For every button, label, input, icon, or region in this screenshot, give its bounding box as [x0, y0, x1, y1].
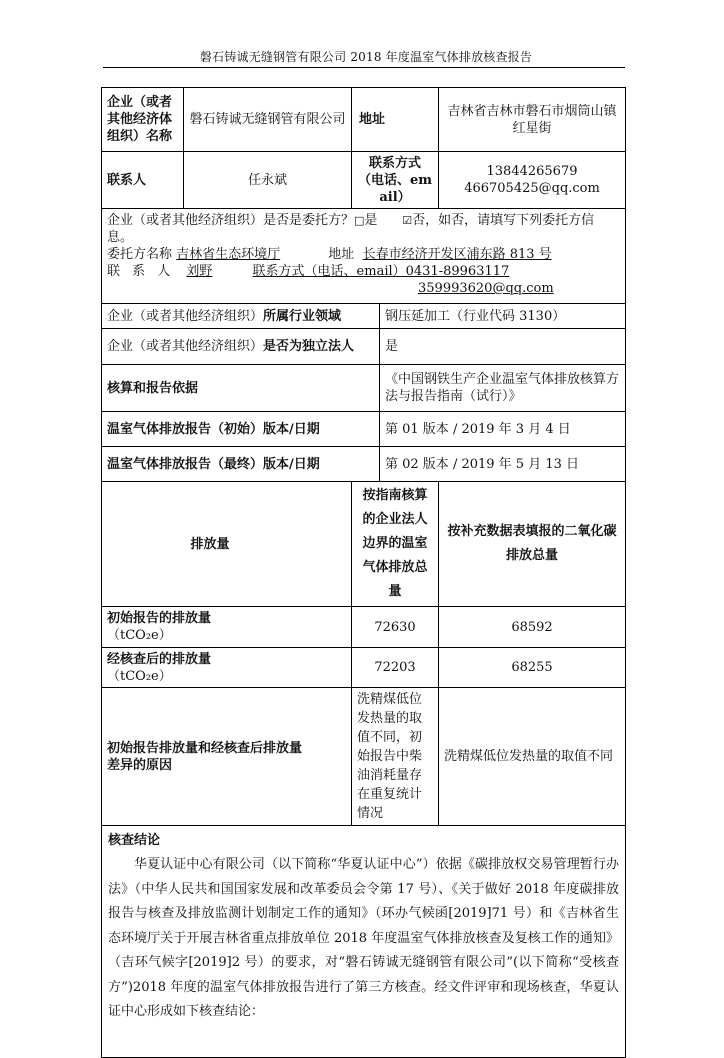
contact-method-value [439, 152, 626, 209]
client-email: 359993620@qq.com [418, 281, 554, 296]
legal-value: 是 [380, 329, 626, 365]
version-final-value: 第 02 版本 / 2019 年 5 月 13 日 [380, 447, 626, 482]
verified-emissions-col2: 68255 [439, 648, 626, 688]
client-phone: 0431-89963117 [405, 264, 510, 279]
org-address-label: 地址 [352, 88, 439, 152]
initial-emissions-label: 初始报告的排放量 （tCO₂e） [102, 607, 352, 648]
client-address-label: 地址 [328, 247, 355, 262]
initial-emissions-col2: 68592 [439, 607, 626, 648]
conclusion-title: 核查结论 [108, 833, 161, 848]
checkbox-yes-icon: □ [354, 214, 365, 227]
org-name-value: 磐石铸诚无缝钢管有限公司 [184, 88, 352, 152]
basis-label: 核算和报告依据 [102, 365, 380, 412]
page-header: 磐石铸诚无缝钢管有限公司 2018 年度温室气体排放核查报告 [199, 50, 533, 64]
version-initial-label: 温室气体排放报告（初始）版本/日期 [102, 412, 380, 447]
client-value: 吉林省生态环境厅 [176, 247, 281, 262]
client-person-label: 联 系 人 [107, 264, 175, 279]
contact-method-label: 联系方式（电话、email） [352, 152, 439, 209]
verified-emissions-label: 经核查后的排放量 （tCO₂e） [102, 648, 352, 688]
delegation-block [102, 209, 626, 304]
emissions-col2-header: 按补充数据表填报的二氧化碳排放总量 [439, 482, 626, 607]
industry-label: 企业（或者其他经济组织）所属行业领域 [102, 304, 380, 329]
difference-reason-label: 初始报告排放量和经核查后排放量差异的原因 [102, 688, 352, 826]
report-table [101, 87, 626, 1058]
difference-reason-col1: 洗精煤低位发热量的取值不同，初始报告中柴油消耗量存在重复统计情况 [352, 688, 439, 826]
version-initial-value: 第 01 版本 / 2019 年 3 月 4 日 [380, 412, 626, 447]
org-address-value: 吉林省吉林市磐石市烟筒山镇红星街 [439, 88, 626, 152]
client-contact-label: 联系方式（电话、email） [252, 264, 406, 279]
legal-label: 企业（或者其他经济组织）是否为独立法人 [102, 329, 380, 365]
conclusion-block [102, 826, 626, 1058]
client-row [107, 246, 620, 263]
emissions-col1-header: 按指南核算的企业法人边界的温室气体排放总量 [352, 482, 439, 607]
client-label: 委托方名称 [107, 247, 173, 262]
option-yes: 是 [364, 213, 378, 228]
checkbox-no-checked-icon: ☑ [402, 214, 413, 227]
difference-reason-col2: 洗精煤低位发热量的取值不同 [439, 688, 626, 826]
delegation-question: 企业（或者其他经济组织）是否是委托方？□是 ☑否，如否，请填写下列委托方信息。 [107, 213, 595, 245]
initial-emissions-col1: 72630 [352, 607, 439, 648]
contact-value: 任永斌 [184, 152, 352, 209]
client-person-value: 刘野 [186, 264, 213, 279]
industry-value: 钢压延加工（行业代码 3130） [380, 304, 626, 329]
org-name-label: 企业（或者其他经济体组织）名称 [102, 88, 184, 152]
client-address-value: 长春市经济开发区浦东路 813 号 [362, 247, 552, 262]
version-final-label: 温室气体排放报告（最终）版本/日期 [102, 447, 380, 482]
option-no-text: 否，如否，请填写下列委托方信息。 [107, 213, 595, 245]
conclusion-paragraph: 华夏认证中心有限公司（以下简称“华夏认证中心”）依据《碳排放权交易管理暂行办法》（中华人民共和国国家发展和改革委员会令第 17 号）、《关于做好 2018 年度碳排放报告与核查及排放监测计划制定工作的通知》（环办气候函[2019]71 号）和《吉林省生态环境厅关于开展吉林省重点排放单位 2018 年度温室气体排放核查及复核工作的通知》（吉环气候字[2019]2 号）的要求，对“磐石铸诚无缝钢管有限公司”(以下简称“受核查方”)2018 年度的温室气体排放报告进行了第三方核查。经文件评审和现场核查，华夏认证中心形成如下核查结论： [108, 857, 620, 1019]
contact-email: 466705425@qq.com [464, 181, 600, 196]
contact-phone: 13844265679 [486, 164, 578, 179]
header-rule [103, 67, 625, 68]
basis-value: 《中国钢铁生产企业温室气体排放核算方法与报告指南（试行）》 [380, 365, 626, 412]
client-person-row [107, 263, 620, 280]
emissions-head-label: 排放量 [102, 482, 352, 607]
verified-emissions-col1: 72203 [352, 648, 439, 688]
contact-label: 联系人 [102, 152, 184, 209]
